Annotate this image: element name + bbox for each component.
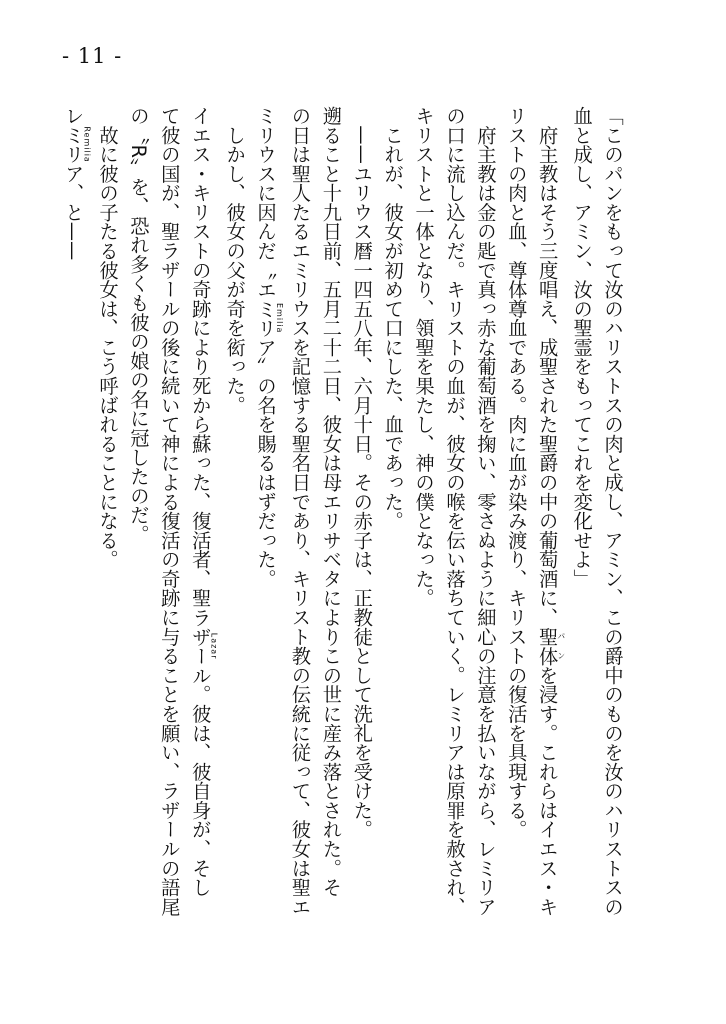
text-segment: を浸す。これらはイエス・キ	[535, 665, 559, 917]
text-line: 府主教は金の匙で真っ赤な葡萄酒を掬い、零さぬように細心の注意を払いながら、レミリア	[473, 106, 497, 917]
ruby-text: パン	[556, 626, 566, 666]
text-line: の〝R〟を、恐れ多くも彼の娘の名に冠したのだ。	[126, 106, 150, 544]
text-line	[57, 106, 91, 936]
text-segment: 。彼は、彼自身が、そし	[188, 684, 212, 897]
text-line	[249, 106, 283, 936]
ruby-base: ラザール	[188, 607, 212, 685]
text-segment: イエス・キリストの奇跡により死から蘇った、復活者、聖	[188, 106, 212, 608]
text-line: て彼の国が、聖ラザールの後に続いて神による復活の奇跡に与ることを願い、ラザールの語尾	[157, 106, 181, 917]
ruby-base: 聖体	[535, 626, 559, 666]
text-line: 遡ること十九日前、五月二十二日、彼女は母エリサベタによりこの世に産み落とされた。そ	[319, 106, 343, 897]
vertical-body-text	[57, 106, 627, 936]
page-number: - 11 -	[62, 44, 123, 68]
text-line: これが、彼女が初めて口にした、血であった。	[381, 106, 405, 531]
text-line: リストの肉と血、尊体尊血である。肉に血が染み渡り、キリストの復活を具現する。	[504, 106, 528, 840]
text-line: しかし、彼女の父が奇を衒った。	[223, 106, 247, 415]
ruby-annotation	[535, 626, 566, 666]
ruby-base: エミリア	[254, 279, 278, 357]
text-segment: 府主教はそう三度唱え、成聖された聖爵の中の葡萄酒に、	[535, 106, 559, 627]
text-line	[184, 106, 218, 936]
text-segment: 〟の名を賜るはずだった。	[254, 356, 278, 589]
ruby-text: Remilia	[82, 106, 92, 184]
ruby-base: レミリア	[61, 106, 85, 184]
text-line: 故に彼の子たる彼女は、こう呼ばれることになる。	[96, 106, 119, 569]
text-segment: ミリウスに因んだ〝	[254, 106, 278, 280]
ruby-text: Emilia	[275, 279, 285, 357]
text-line: の日は聖人たるエミリウスを記憶する聖名日であり、キリスト教の伝統に従って、彼女は聖エ	[288, 106, 312, 917]
text-line: 「このパンをもって汝のハリストスの肉と成し、アミン、この爵中のものを汝のハリストスの	[601, 106, 624, 917]
text-line	[531, 106, 565, 936]
ruby-annotation	[254, 279, 285, 357]
text-line: キリストと一体となり、領聖を果たし、神の僕となった。	[412, 106, 436, 608]
ruby-text: Lazar	[209, 607, 219, 685]
text-segment: 、と——	[61, 183, 85, 261]
text-line: 血と成し、アミン、汝の聖霊をもってこれを変化せよ」	[570, 106, 594, 589]
text-line: ——ユリウス暦一四五八年、六月十日。その赤子は、正教徒として洗礼を受けた。	[350, 106, 374, 840]
text-line: の口に流し込んだ。キリストの血が、彼女の喉を伝い落ちていく。レミリアは原罪を赦され、	[442, 106, 466, 917]
ruby-annotation	[61, 106, 92, 184]
ruby-annotation	[188, 607, 219, 685]
